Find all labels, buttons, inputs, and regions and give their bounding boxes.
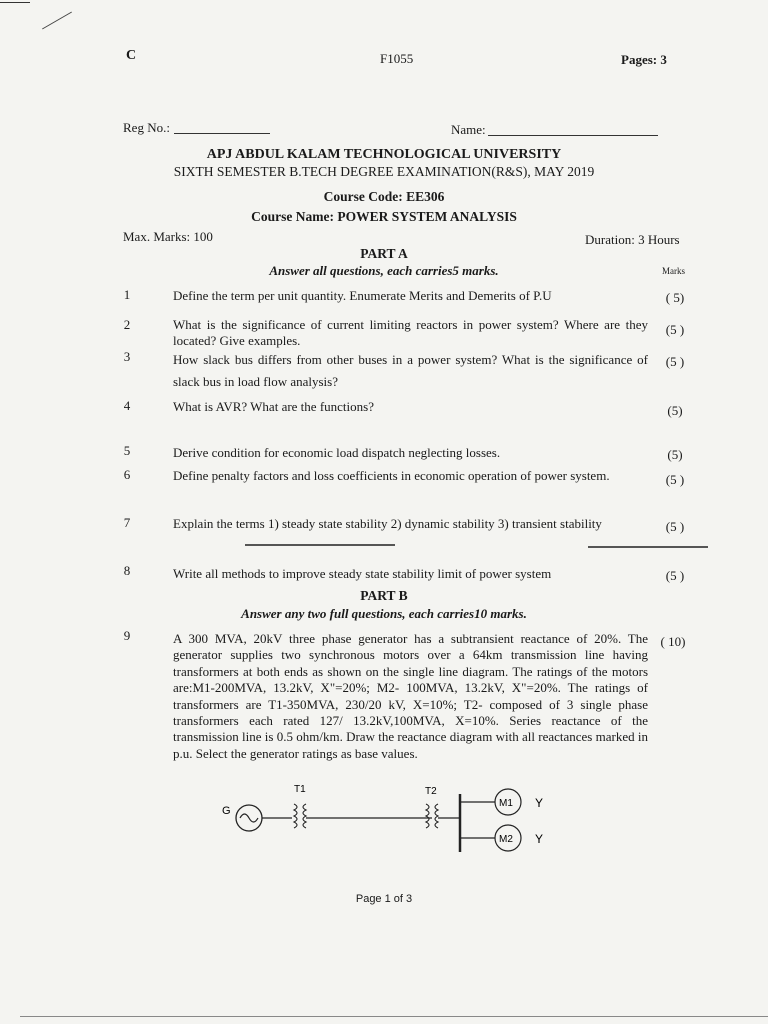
marks-column-label: Marks	[662, 266, 685, 276]
m1-connection: Y	[535, 796, 544, 810]
question-number: 6	[123, 467, 131, 482]
question-marks: (5 )	[665, 519, 685, 534]
question-marks: ( 10)	[660, 634, 686, 649]
name-line	[488, 135, 658, 136]
t1-label: T1	[294, 784, 306, 795]
question-text: What is AVR? What are the functions?	[173, 399, 374, 414]
question-marks: (5)	[667, 447, 683, 462]
pen-mark	[42, 12, 72, 30]
generator-symbol	[236, 805, 262, 831]
m2-label: M2	[499, 834, 513, 845]
question-number: 4	[123, 398, 131, 413]
page-count: Pages: 3	[621, 52, 667, 67]
duration: Duration: 3 Hours	[585, 232, 680, 247]
course-name: Course Name: POWER SYSTEM ANALYSIS	[251, 209, 517, 224]
course-code: Course Code: EE306	[323, 189, 445, 204]
scan-streak	[588, 546, 708, 548]
part-b-heading: PART B	[360, 588, 408, 603]
paper-code: F1055	[380, 51, 414, 66]
question-text: Define penalty factors and loss coefficients in economic operation of power system.	[173, 468, 610, 483]
question-marks: ( 5)	[665, 290, 685, 305]
university-name: APJ ABDUL KALAM TECHNOLOGICAL UNIVERSITY	[206, 147, 562, 162]
question-marks: (5)	[667, 403, 683, 418]
question-number: 1	[123, 287, 131, 302]
question-text: What is the significance of current limiting reactors in power system? Where are they located? Give examples.	[173, 317, 648, 348]
reg-no-line	[174, 133, 270, 134]
scan-edge-mark	[0, 2, 30, 3]
question-number: 5	[123, 443, 131, 458]
reg-no-label: Reg No.:	[123, 120, 170, 135]
question-marks: (5 )	[665, 354, 685, 369]
question-marks: (5 )	[665, 472, 685, 487]
m1-label: M1	[499, 798, 513, 809]
m2-connection: Y	[535, 832, 544, 846]
page-number: Page 1 of 3	[355, 893, 413, 905]
paper-letter: C	[126, 48, 137, 63]
single-line-diagram	[210, 780, 560, 860]
question-text: Write all methods to improve steady state stability limit of power system	[173, 566, 552, 581]
question-text: How slack bus differs from other buses in a power system? What is the significance of slack bus in load flow analysis?	[173, 352, 648, 389]
transformer-t1-symbol	[294, 804, 306, 828]
scan-bottom-line	[20, 1016, 768, 1017]
part-a-instruction: Answer all questions, each carries5 marks.	[269, 263, 499, 278]
generator-label: G	[222, 805, 231, 817]
part-a-heading: PART A	[360, 246, 408, 261]
question-number: 7	[123, 515, 131, 530]
question-number: 9	[123, 628, 131, 643]
t2-label: T2	[425, 786, 437, 797]
question-text: A 300 MVA, 20kV three phase generator has a subtransient reactance of 20%. The generator supplies two synchronous motors over a 64km transmission line having transformers at both ends as shown on the single line diagram. The ratings of the motors are:M1-200MVA, 13.2kV, X"=20%; M2- 100MVA, 13.2kV, X"=20%. The ratings of transformers are T1-350MVA, 230/20 kV, X=10%; T2- composed of 3 single phase transformers each rated 127/ 13.2kV,100MVA, X=10%. Series reactance of the transmission line is 0.5 ohm/km. Draw the reactance diagram with all reactances marked in p.u. Select the generator ratings as base values.	[173, 631, 648, 761]
question-number: 2	[123, 317, 131, 332]
exam-title: SIXTH SEMESTER B.TECH DEGREE EXAMINATION(R&S), MAY 2019	[173, 164, 595, 179]
name-label: Name:	[451, 122, 486, 137]
part-b-instruction: Answer any two full questions, each carries10 marks.	[241, 606, 527, 621]
question-text: Explain the terms 1) steady state stability 2) dynamic stability 3) transient stability	[173, 516, 602, 531]
question-marks: (5 )	[665, 568, 685, 583]
transformer-t2-symbol	[426, 804, 438, 828]
scan-streak	[245, 544, 395, 546]
max-marks: Max. Marks: 100	[123, 229, 213, 244]
question-text: Derive condition for economic load dispatch neglecting losses.	[173, 445, 501, 460]
question-marks: (5 )	[665, 322, 685, 337]
question-number: 3	[123, 349, 131, 364]
question-text: Define the term per unit quantity. Enumerate Merits and Demerits of P.U	[173, 288, 552, 303]
question-number: 8	[123, 563, 131, 578]
